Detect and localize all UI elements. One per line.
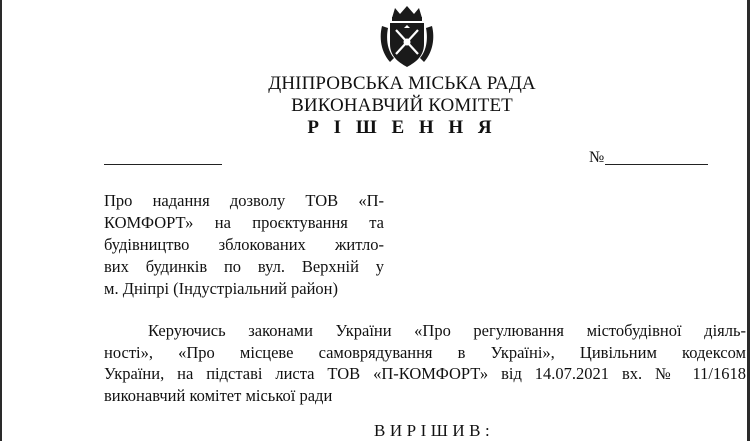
subject-line: м. Дніпрі (Індустріальний район): [104, 279, 339, 298]
preamble-line: Керуючись законами України «Про регулювання містобудівної діяль-: [148, 321, 746, 340]
committee-name: ВИКОНАВЧИЙ КОМІТЕТ: [291, 95, 513, 116]
subject-line: Про надання дозволу ТОВ «П-: [104, 191, 384, 210]
council-name: ДНІПРОВСЬКА МІСЬКА РАДА: [268, 73, 536, 94]
decision-subject: [104, 190, 384, 300]
date-blank-line: [104, 164, 222, 165]
city-coat-of-arms-icon: [378, 4, 436, 70]
preamble-line: України, на підставі листа ТОВ «П-КОМФОРТ» від 14.07.2021 вх. № 11/1618: [104, 364, 746, 383]
document-type-title: Р І Ш Е Н Н Я: [307, 117, 497, 138]
decided-heading: ВИРІШИВ:: [374, 421, 495, 440]
number-label: №: [589, 149, 605, 166]
number-blank-line: [605, 164, 708, 165]
subject-line: КОМФОРТ» на проєктування та: [104, 213, 384, 232]
preamble-line: ності», «Про місцеве самоврядування в Україні», Цивільним кодексом: [104, 342, 746, 362]
subject-line: вих будинків по вул. Верхній у: [104, 257, 384, 276]
preamble-line: виконавчий комітет міської ради: [104, 385, 333, 405]
frame-edge-left: [0, 0, 2, 441]
preamble-paragraph: [104, 320, 746, 406]
subject-line: будівництво зблокованих житло-: [104, 235, 384, 254]
